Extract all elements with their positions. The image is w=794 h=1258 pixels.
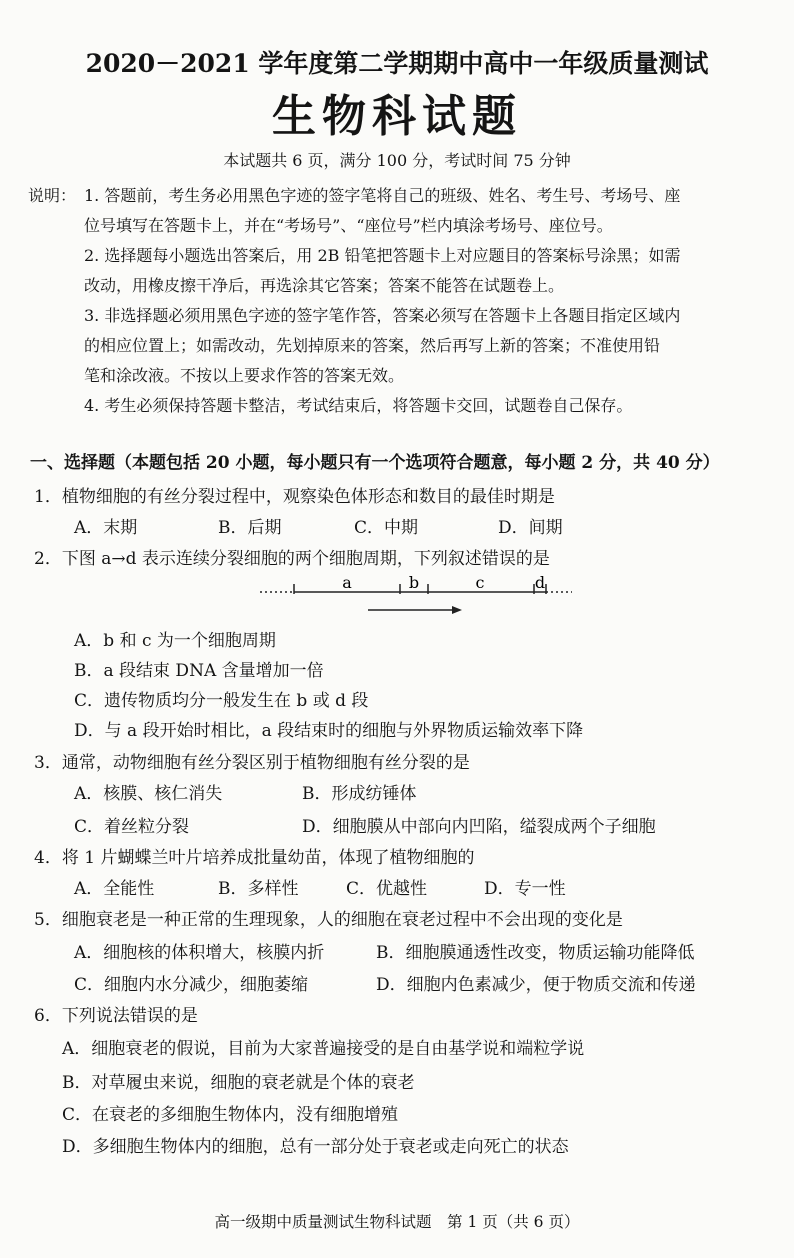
- option: C．中期: [354, 518, 419, 538]
- instruction-line: 4. 考生必须保持答题卡整洁，考试结束后，将答题卡交回，试题卷自己保存。: [84, 396, 633, 415]
- option: D．间期: [498, 518, 563, 538]
- question-stem: 1．植物细胞的有丝分裂过程中，观察染色体形态和数目的最佳时期是: [34, 487, 555, 507]
- option: C．着丝粒分裂: [74, 817, 190, 837]
- option: B．a 段结束 DNA 含量增加一倍: [74, 661, 324, 681]
- option: C．在衰老的多细胞生物体内，没有细胞增殖: [62, 1105, 399, 1125]
- question-stem: 4．将 1 片蝴蝶兰叶片培养成批量幼苗，体现了植物细胞的: [34, 848, 475, 868]
- option: C．细胞内水分减少，细胞萎缩: [74, 975, 309, 995]
- option: D．细胞内色素减少，便于物质交流和传递: [376, 975, 696, 995]
- option: A．b 和 c 为一个细胞周期: [74, 631, 276, 651]
- direction-arrow-head: [452, 606, 462, 614]
- exam-title: 2020－2021 学年度第二学期期中高中一年级质量测试: [85, 49, 709, 78]
- option: A．细胞衰老的假说，目前为大家普遍接受的是自由基学说和端粒学说: [62, 1039, 585, 1059]
- option: D．细胞膜从中部向内凹陷，缢裂成两个子细胞: [302, 817, 656, 837]
- option: C．遗传物质均分一般发生在 b 或 d 段: [74, 691, 369, 711]
- instruction-line: 3. 非选择题必须用黑色字迹的签字笔作答，答案必须写在答题卡上各题目指定区域内: [84, 306, 681, 325]
- segment-label-b: b: [408, 573, 420, 592]
- option: A．全能性: [74, 879, 155, 899]
- option: B．形成纺锤体: [302, 784, 417, 804]
- option: D．与 a 段开始时相比，a 段结束时的细胞与外界物质运输效率下降: [74, 721, 584, 741]
- option: C．优越性: [346, 879, 428, 899]
- segment-label-a: a: [342, 573, 352, 592]
- cell-cycle-diagram: [250, 568, 580, 620]
- instructions-label: 说明：: [28, 186, 77, 205]
- option: D．多细胞生物体内的细胞，总有一部分处于衰老或走向死亡的状态: [62, 1137, 569, 1157]
- instruction-line: 的相应位置上；如需改动，先划掉原来的答案，然后再写上新的答案；不准使用铅: [84, 336, 661, 355]
- segment-label-d: d: [534, 573, 546, 592]
- option: B．对草履虫来说，细胞的衰老就是个体的衰老: [62, 1073, 415, 1093]
- instruction-line: 笔和涂改液。不按以上要求作答的答案无效。: [84, 366, 405, 385]
- instruction-line: 改动，用橡皮擦干净后，再选涂其它答案；答案不能答在试题卷上。: [84, 276, 565, 295]
- instruction-line: 2. 选择题每小题选出答案后，用 2B 铅笔把答题卡上对应题目的答案标号涂黑；如需: [84, 246, 681, 265]
- subject-title: 生物科试题: [272, 91, 522, 142]
- question-stem: 2．下图 a→d 表示连续分裂细胞的两个细胞周期，下列叙述错误的是: [34, 549, 550, 569]
- exam-info: 本试题共 6 页，满分 100 分，考试时间 75 分钟: [223, 151, 571, 170]
- option: A．细胞核的体积增大，核膜内折: [74, 943, 325, 963]
- instruction-line: 位号填写在答题卡上，并在“考场号”、“座位号”栏内填涂考场号、座位号。: [84, 216, 613, 235]
- question-stem: 6．下列说法错误的是: [34, 1006, 198, 1026]
- question-stem: 5．细胞衰老是一种正常的生理现象，人的细胞在衰老过程中不会出现的变化是: [34, 910, 623, 930]
- instruction-line: 1. 答题前，考生务必用黑色字迹的签字笔将自己的班级、姓名、考生号、考场号、座: [84, 186, 681, 205]
- option: A．核膜、核仁消失: [74, 784, 223, 804]
- page-footer: 高一级期中质量测试生物科试题 第 1 页（共 6 页）: [214, 1213, 580, 1231]
- option: D．专一性: [484, 879, 566, 899]
- question-stem: 3．通常，动物细胞有丝分裂区别于植物细胞有丝分裂的是: [34, 753, 470, 773]
- segment-label-c: c: [475, 573, 485, 592]
- option: B．后期: [218, 518, 282, 538]
- option: A．末期: [74, 518, 138, 538]
- section-heading: 一、选择题（本题包括 20 小题，每小题只有一个选项符合题意，每小题 2 分，共 40 分）: [30, 453, 720, 473]
- option: B．多样性: [218, 879, 299, 899]
- option: B．细胞膜通透性改变，物质运输功能降低: [376, 943, 695, 963]
